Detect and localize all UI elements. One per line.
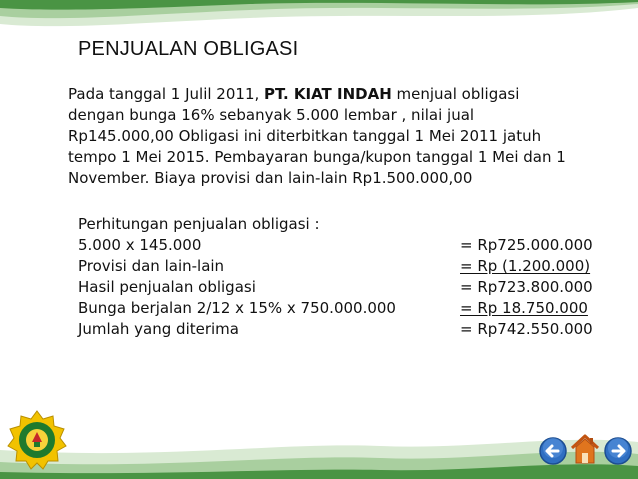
paragraph-line-3: Rp145.000,00 Obligasi ini diterbitkan tanggal 1 Mei 2011 jatuh [68,127,542,145]
calculation-block [78,214,618,340]
calculation-label: Hasil penjualan obligasi [78,278,256,296]
company-name: PT. KIAT INDAH [264,85,392,103]
calculation-value: = Rp (1.200.000) [460,257,591,275]
calculation-value: = Rp 18.750.000 [460,299,588,317]
calculation-label: Provisi dan lain-lain [78,257,225,275]
calculation-label: Bunga berjalan 2/12 x 15% x 750.000.000 [78,299,396,317]
paragraph-line-4: tempo 1 Mei 2015. Pembayaran bunga/kupon tanggal 1 Mei dan 1 [68,148,566,166]
calculation-label: 5.000 x 145.000 [78,236,202,254]
arrow-right-icon[interactable] [603,436,633,466]
calculation-value: = Rp723.800.000 [460,278,593,296]
calculation-row [78,298,618,319]
calculation-row [78,319,618,340]
paragraph-line-1-start: Pada tanggal 1 Julil 2011, [68,85,265,103]
calculation-row [78,256,618,277]
top-decorative-band [0,0,638,36]
paragraph-line-1 [68,84,628,105]
calculation-value: = Rp742.550.000 [460,320,593,338]
paragraph-line-2: dengan bunga 16% sebanyak 5.000 lembar , nilai jual [68,106,475,124]
home-icon[interactable] [569,432,601,466]
calculation-value: = Rp725.000.000 [460,236,593,254]
page-title: PENJUALAN OBLIGASI [78,38,299,60]
calculation-row [78,235,618,256]
paragraph-line-1-end: menjual obligasi [391,85,520,103]
university-seal-icon [6,409,68,471]
calculation-heading: Perhitungan penjualan obligasi : [78,215,320,233]
calculation-label: Jumlah yang diterima [78,320,239,338]
calculation-row [78,277,618,298]
arrow-left-icon[interactable] [538,436,568,466]
paragraph-line-5: November. Biaya provisi dan lain-lain Rp1.500.000,00 [68,169,473,187]
problem-paragraph [68,84,628,189]
